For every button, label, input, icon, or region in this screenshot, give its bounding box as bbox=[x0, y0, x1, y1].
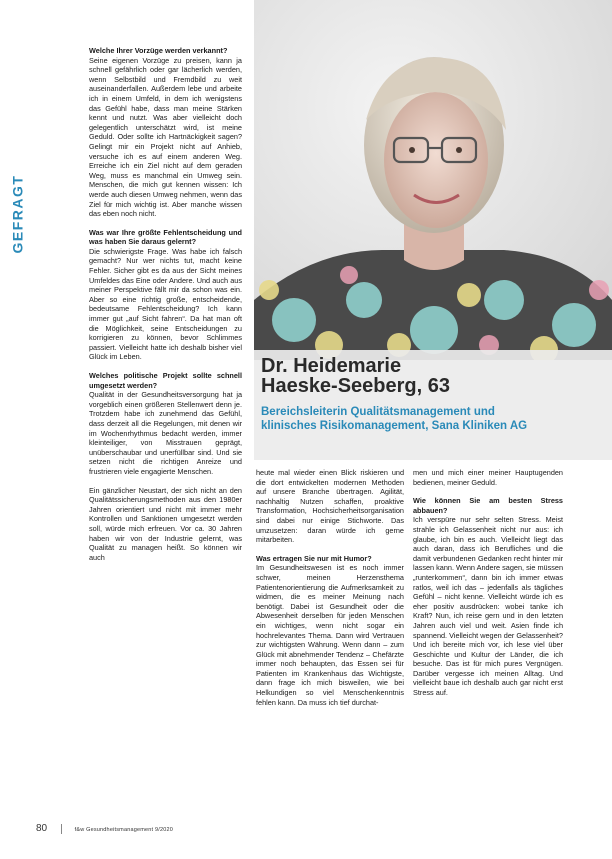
column-1 bbox=[89, 46, 242, 571]
person-name-line-2: Haeske-Seeberg, 63 bbox=[261, 375, 451, 397]
column-3 bbox=[413, 468, 563, 707]
interview-answer: Seine eigenen Vorzüge zu preisen, kann ja schnell gefährlich oder gar lächerlich werden, wenn Selbstbild und Fremdbild zu weit auseinanderfallen. Außerdem lebe und arbeite ich in einem Umfeld, in dem ich wenigstens das Gefühl habe, dass man meine Stärken kennt und nutzt. Was aber vielleicht doch gelegentlich unterschätzt wird, ist meine Geduld. Oder sollte ich Hartnäckigkeit sagen? Gelingt mir ein Projekt nicht auf Anhieb, versuche ich es auf einem anderen Weg. Erreiche ich ein Ziel nicht auf dem geraden Weg, muss es manchmal ein Umweg sein. Menschen, die mich gut kennen wissen: Ich werde auch diesen Umweg nehmen, wenn das Ziel für mich wichtig ist. Aber manche wissen das eben noch nicht. bbox=[89, 55, 242, 219]
publication-source: f&w Gesundheitsmanagement 9/2020 bbox=[74, 827, 174, 833]
section-tag-label: GEFRAGT bbox=[9, 174, 26, 254]
interview-answer: Qualität in der Gesundheitsversorgung hat ja vorgeblich einen größeren Stellenwert denn je. Trotzdem habe ich zunehmend das Gefühl, dass derzeit all die Regelungen, mit denen wir im Wochenrhythmus bedacht werden, immer kleinteiliger, von Misstrauen geprägt, unüberschaubar und unerfüllbar sind. Und sie setzen nicht die richtigen Anreize und frustrieren viele engagierte Menschen. bbox=[89, 390, 242, 476]
person-name bbox=[261, 356, 601, 396]
footer-divider bbox=[61, 824, 62, 834]
person-role-line-2: klinisches Risikomanagement, Sana Kliniken AG bbox=[261, 420, 528, 432]
interview-answer: Ich verspüre nur sehr selten Stress. Meist strahle ich Gelassenheit nicht nur aus: ich glaube, ich bin es auch. Vielleicht liegt das auch daran, dass ich Berufliches und die damit verbundenen Gedanken recht hinter mir lassen kann. Wenn Andere sagen, sie müssen „runterkommen“, dann bin ich immer etwas ratlos, weil ich das – jedenfalls als tägliches Gefühl – nicht kenne. Vielleicht würde ich es eher positiv ausdrücken: wobei tanke ich Kraft? Nun, ich reise gern und in den letzten Jahren auch viel und weit. Asien finde ich spannend. Vielleicht wegen der Gelassenheit? Und ich bereite mich vor, ich lese viel über Geschichte und Kultur der Länder, die ich besuche. Das ist für mich pures Vergnügen. Darüber vergesse ich meinen Alltag. Und vielleicht baue ich deshalb auch gar nicht erst Stress auf. bbox=[413, 515, 563, 698]
interview-answer: Im Gesundheitswesen ist es noch immer schwer, meinen Herzensthema Patientenorientierung die Aufmerksamkeit zu widmen, die es meiner Meinung nach benötigt. Dabei ist Gesundheit oder die Abwesenheit derselben für jeden Menschen ein wichtiges, wenn nicht sogar ein hochrelevantes Thema. Dann wird Vertrauen zur wichtigsten Währung. Wenn dann – zum Glück mit abnehmender Tendenz – Chefärzte immer noch behaupten, das Essen sei für Patienten im Krankenhaus das Wichtigste, dann frage ich mich bisweilen, wie bei Helkundigen so viel Menschenkenntnis fehlen kann. Da muss ich tief durchat- bbox=[256, 563, 404, 707]
interview-answer: Die schwierigste Frage. Was habe ich falsch gemacht? Nur wer nichts tut, macht keine Fehler. Sicher gibt es da aus der Sicht meines Umfeldes das Eine oder Andere. Und auch aus meiner Perspektive fällt mir da schon was ein. Aber so eine richtig große, entscheidende, bedeutsame Fehlentscheidung? Ich kann immer gut „auf Sicht fahren“. Da hat man oft die Möglichkeit, seine Entscheidungen zu korrigieren zu können, bevor Schlimmes passiert. Vielleicht hatte ich deshalb bisher viel Glück im Leben. bbox=[89, 246, 242, 362]
portrait-illustration bbox=[254, 0, 612, 360]
interview-answer: heute mal wieder einen Blick riskieren und die dort entwickelten modernen Methoden auf unsere Branche übertragen. Agilität, nachhaltig Nutzen schaffen, proaktive Transformation, Hochsicherheitsorganisation sind dabei nur einige Stichworte. Das umzusetzen: daran würde ich gerne mitarbeiten. bbox=[256, 468, 404, 545]
interview-answer: Ein gänzlicher Neustart, der sich nicht an den Qualitätssicherungsmethoden aus den 1980er Jahren orientiert und nicht mit immer mehr Kontrollen und Sanktionen umgesetzt werden soll, würde mich erfreuen. Vor ca. 30 Jahren haben wir von der Industrie gelernt, was Qualität zu managen heißt. So können wir auch bbox=[89, 485, 242, 562]
interview-question: Welches politische Projekt sollte schnell umgesetzt werden? bbox=[89, 371, 242, 390]
interview-question: Wie können Sie am besten Stress abbauen? bbox=[413, 496, 563, 515]
person-role bbox=[261, 405, 601, 433]
portrait-photo bbox=[254, 0, 612, 360]
page-footer bbox=[36, 823, 173, 834]
interview-answer: men und mich einer meiner Hauptugenden bedienen, meiner Geduld. bbox=[413, 468, 563, 487]
interview-question: Welche Ihrer Vorzüge werden verkannt? bbox=[89, 46, 228, 55]
person-name-line-1: Dr. Heidemarie bbox=[261, 355, 402, 377]
page-number: 80 bbox=[36, 823, 48, 834]
person-role-line-1: Bereichsleiterin Qualitätsmanagement und bbox=[261, 406, 495, 418]
column-2 bbox=[256, 468, 404, 716]
section-tag bbox=[0, 174, 30, 254]
interview-question: Was ertragen Sie nur mit Humor? bbox=[256, 553, 372, 563]
interview-question: Was war Ihre größte Fehlentscheidung und was haben Sie daraus gelernt? bbox=[89, 227, 242, 247]
